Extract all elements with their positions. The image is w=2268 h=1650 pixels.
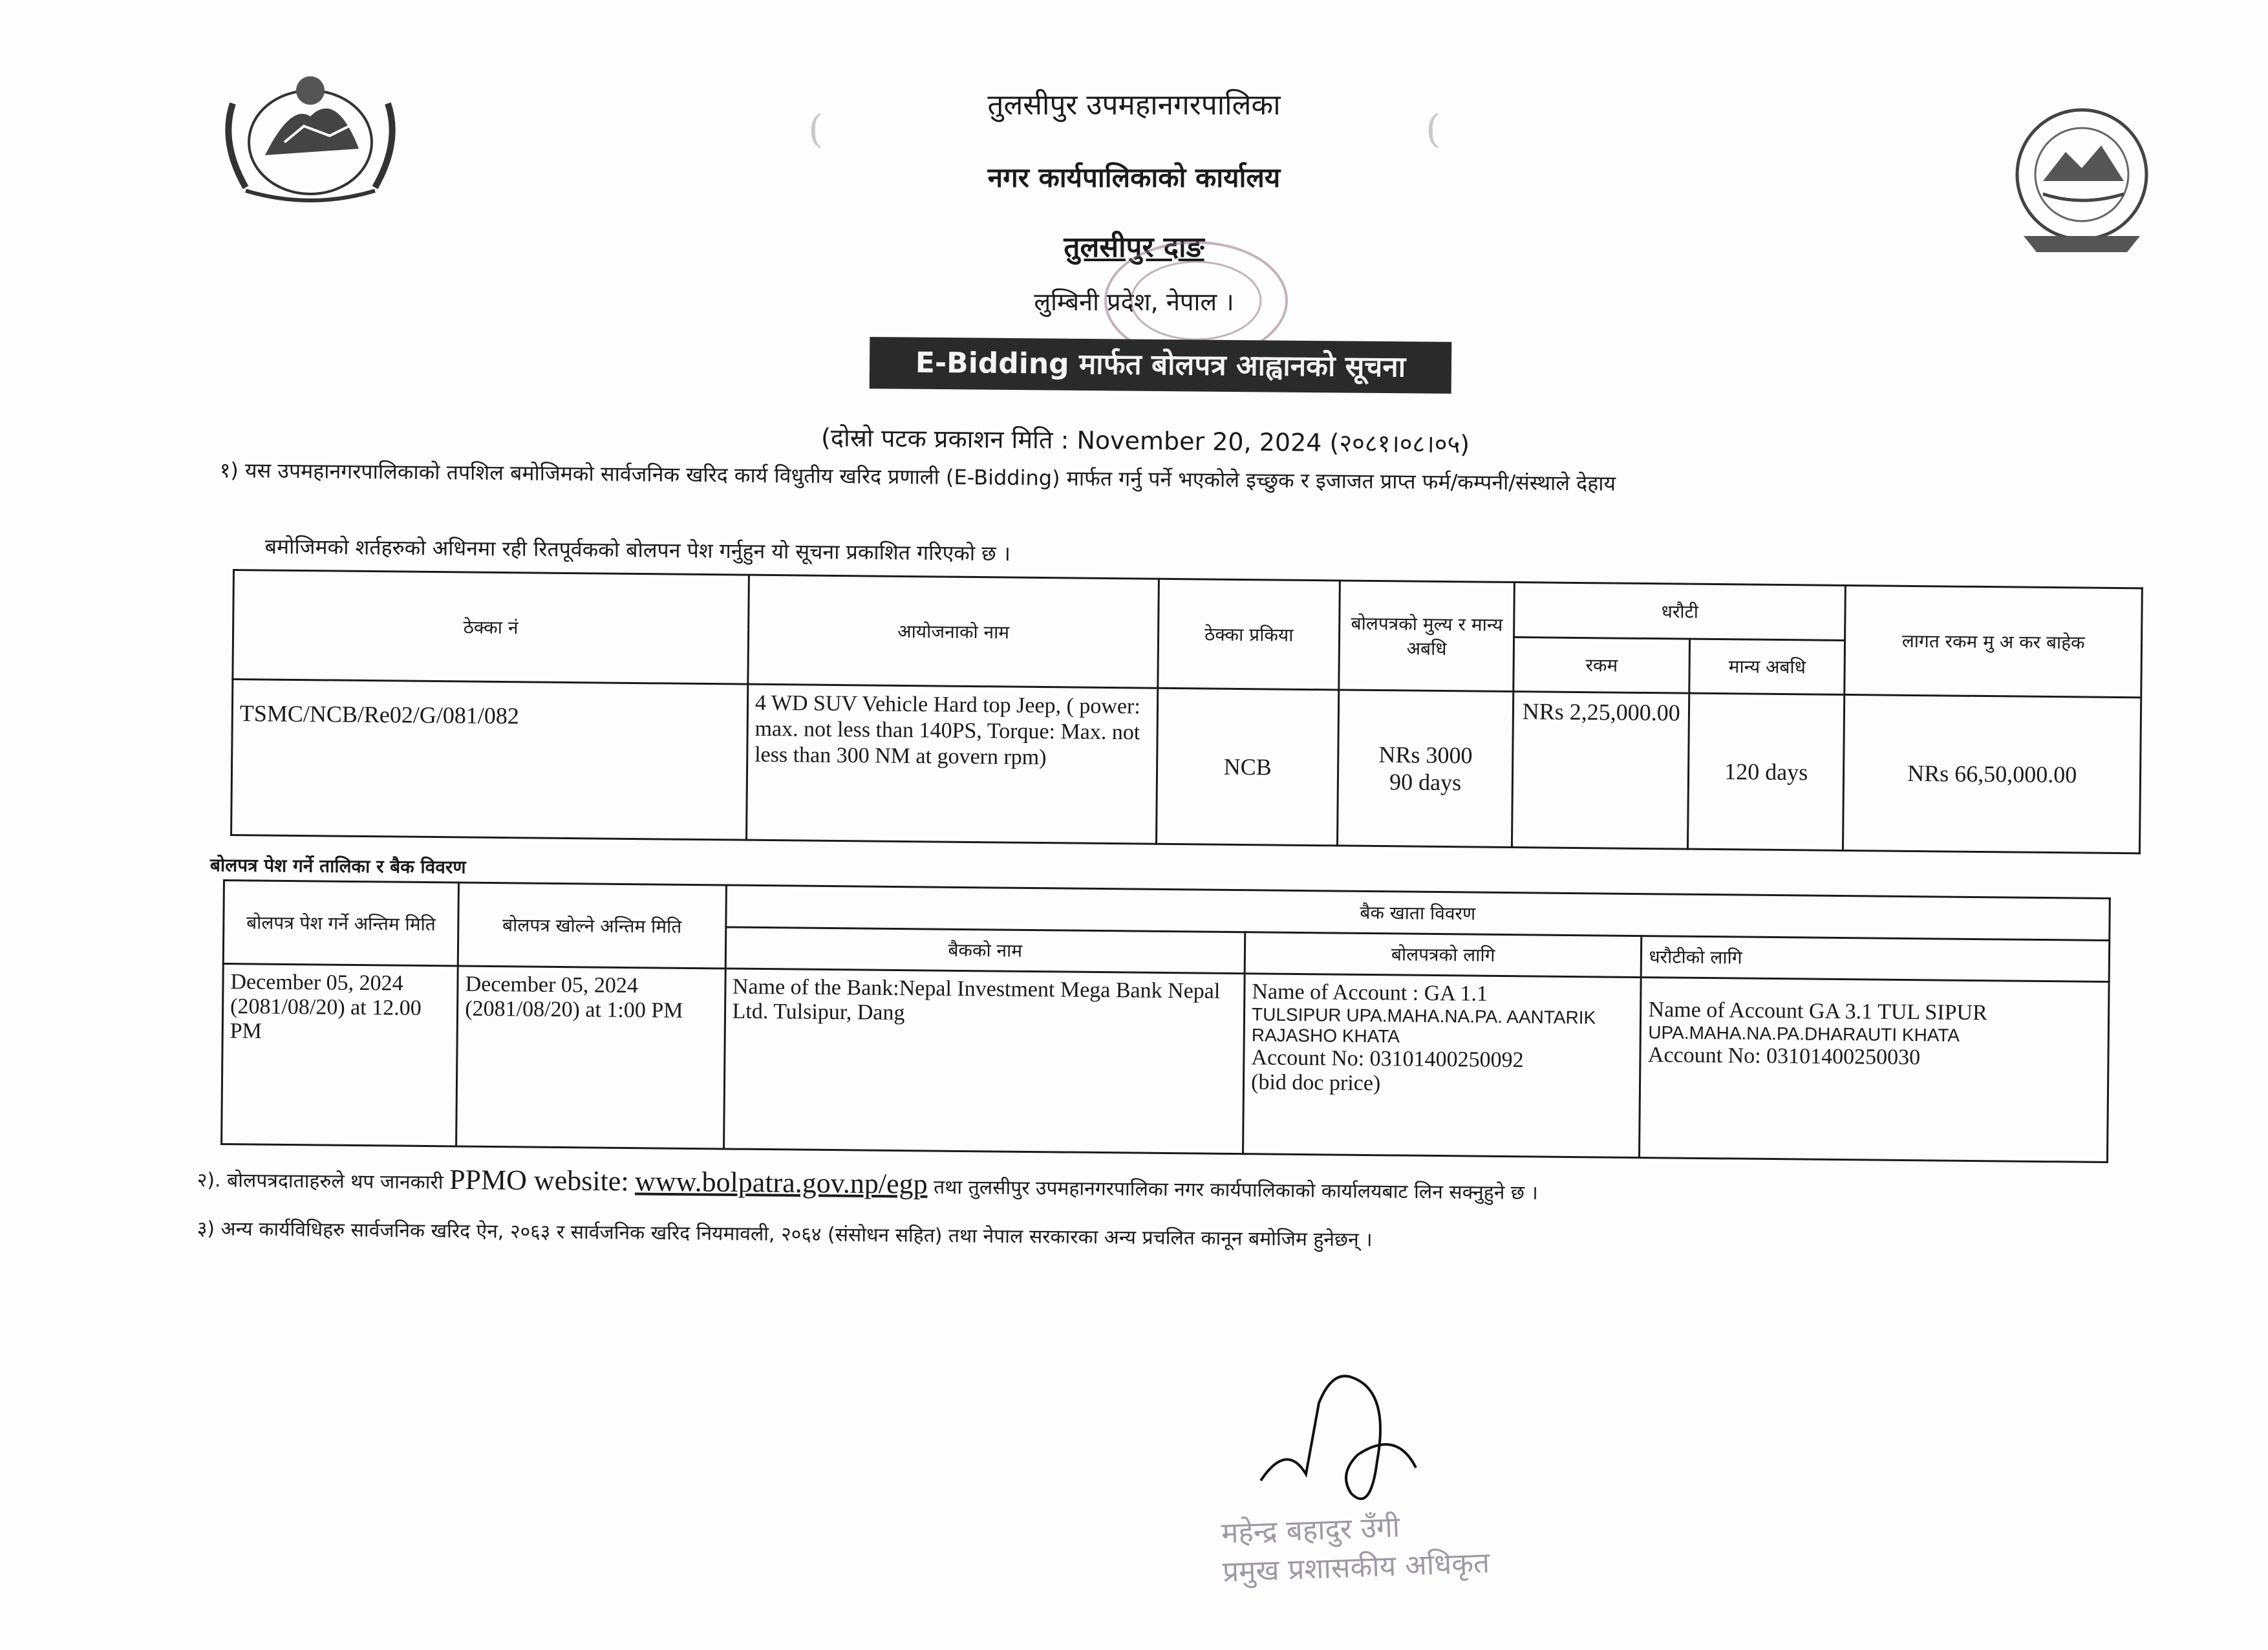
cell-bid-account xyxy=(1243,974,1642,1158)
scan-mark: ( xyxy=(1426,107,1441,152)
signatory-title: प्रमुख प्रशासकीय अधिकृत xyxy=(1222,1546,1490,1589)
cell-security-validity: 120 days xyxy=(1687,693,1845,850)
header-project-name: आयोजनाको नाम xyxy=(748,575,1159,688)
scan-mark: ( xyxy=(808,107,824,152)
cell-security-account xyxy=(1640,978,2109,1162)
header-security-amount: रकम xyxy=(1514,637,1689,693)
table-row xyxy=(222,964,2110,1162)
province-name: लुम्बिनी प्रदेश, नेपाल । xyxy=(1034,288,1234,316)
municipality-name: तुलसीपुर उपमहानगरपालिका xyxy=(987,89,1281,122)
header-contract-no: ठेक्का नं xyxy=(233,570,749,685)
security-account-number: Account No: 03101400250030 xyxy=(1647,1043,1921,1070)
cell-contract-no: TSMC/NCB/Re02/G/081/082 xyxy=(231,680,748,841)
cell-bank-name: Name of the Bank:Nepal Investment Mega Bank Nepal Ltd. Tulsipur, Dang xyxy=(723,969,1245,1154)
publication-date: (दोस्रो पटक प्रकाशन मिति : November 20, 2024 (२०८१।०८।०५) xyxy=(820,423,1470,459)
header-security-validity: मान्य अबधि xyxy=(1689,639,1845,695)
bank-section-caption: बोलपत्र पेश गर्ने तालिका र बैक विवरण xyxy=(209,854,466,878)
paragraph-2-suffix: तथा तुलसीपुर उपमहानगरपालिका नगर कार्यपालिकाको कार्यालयबाट लिन सक्नुहुने छ । xyxy=(933,1175,1538,1205)
header-for-bid: बोलपत्रको लागि xyxy=(1245,932,1642,977)
header-bank-name: बैकको नाम xyxy=(725,927,1245,973)
cell-security-amount: NRs 2,25,000.00 xyxy=(1512,692,1689,850)
header-security: धरौटी xyxy=(1514,583,1846,640)
cell-estimate: NRs 66,50,000.00 xyxy=(1843,694,2141,853)
header-last-submit: बोलपत्र पेश गर्ने अन्तिम मिति xyxy=(223,881,458,966)
paragraph-2-prefix: २). बोलपत्रदाताहरुले थप जानकारी xyxy=(197,1168,444,1194)
office-name: नगर कार्यपालिकाको कार्यालय xyxy=(987,162,1281,193)
header-estimate: लागत रकम मु अ कर बाहेक xyxy=(1845,585,2142,697)
paragraph-1-line-1: १) यस उपमहानगरपालिकाको तपशिल बमोजिमको सार्वजनिक खरिद कार्य विधुतीय खरिद प्रणाली (E-Bidding) मार्फत गर्नु पर्ने भएकोले इच्छुक र इजाजत प्राप्त फर्म/कम्पनी/संस्थाले देहाय xyxy=(219,457,1616,496)
ppmo-label: PPMO website: xyxy=(449,1163,629,1197)
cell-last-submit: December 05, 2024 (2081/08/20) at 12.00 PM xyxy=(222,964,458,1146)
notice-title: E-Bidding मार्फत बोलपत्र आह्वानको सूचना xyxy=(870,337,1452,394)
table-row xyxy=(231,680,2141,853)
header-for-security: धरौटीको लागि xyxy=(1642,936,2110,981)
cell-bid-price xyxy=(1337,690,1514,848)
bid-account-note: (bid doc price) xyxy=(1250,1070,1381,1096)
bid-account-name: Name of Account : GA 1.1 xyxy=(1252,980,1488,1006)
header-bid-price-validity: बोलपत्रको मुल्य र मान्य अबधि xyxy=(1339,581,1515,692)
paragraph-1-line-2: बमोजिमको शर्तहरुको अधिनमा रही रितपूर्वकको बोलपन पेश गर्नुहुन यो सूचना प्रकाशित गरिएको छ । xyxy=(264,533,1011,566)
security-account-name: Name of Account GA 3.1 TUL SIPUR xyxy=(1648,998,1987,1025)
bid-price: NRs 3000 xyxy=(1378,742,1473,769)
bolpatra-link[interactable]: www.bolpatra.gov.np/egp xyxy=(634,1165,928,1200)
paragraph-3: ३) अन्य कार्यविधिहरु सार्वजनिक खरिद ऐन, २०६३ र सार्वजनिक खरिद नियमावली, २०६४ (संसोधन सहित) तथा नेपाल सरकारका अन्य प्रचलित कानून बमोजिम हुनेछन् । xyxy=(197,1217,1373,1252)
cell-project-name: 4 WD SUV Vehicle Hard top Jeep, ( power: max. not less than 140PS, Torque: Max. not less than 300 NM at govern rpm) xyxy=(746,684,1158,844)
paragraph-2 xyxy=(197,1161,1539,1206)
header-bank-details: बैक खाता विवरण xyxy=(725,885,2110,940)
header-last-open: बोलपत्र खोल्ने अन्तिम मिति xyxy=(458,883,726,969)
office-place: तुलसीपुर दाङ xyxy=(1064,231,1204,264)
contract-table xyxy=(230,569,2143,854)
cell-last-open: December 05, 2024 (2081/08/20) at 1:00 PM xyxy=(456,966,725,1149)
cell-process: NCB xyxy=(1157,688,1339,846)
header-process: ठेक्का प्रकिया xyxy=(1158,579,1340,690)
signatory-stamp xyxy=(1221,1505,1490,1592)
security-account-title: UPA.MAHA.NA.PA.DHARAUTI KHATA xyxy=(1648,1022,1960,1045)
bid-validity: 90 days xyxy=(1389,769,1462,796)
bank-details-table xyxy=(220,879,2111,1163)
bid-account-title: TULSIPUR UPA.MAHA.NA.PA. AANTARIK RAJASHO KHATA xyxy=(1251,1004,1596,1047)
signatory-name: महेन्द्र बहादुर उँगी xyxy=(1221,1510,1400,1550)
bid-account-number: Account No: 03101400250092 xyxy=(1251,1045,1524,1073)
